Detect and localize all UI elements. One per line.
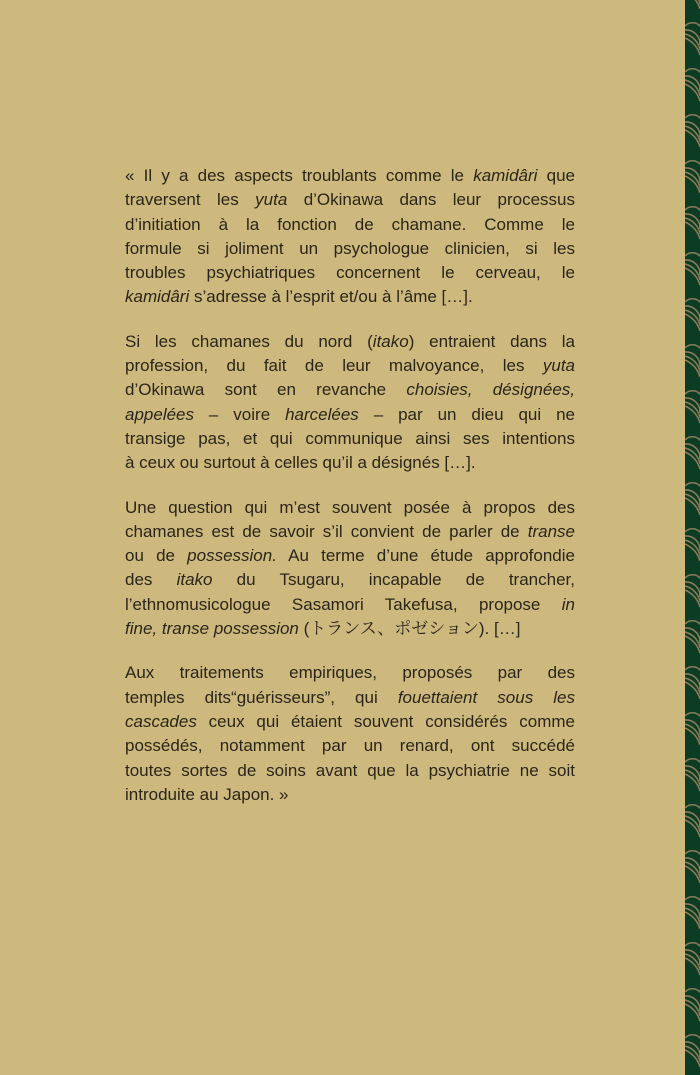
quote-paragraph — [125, 661, 575, 807]
text-line — [125, 261, 575, 285]
italic-text: yuta — [542, 356, 575, 376]
text-line — [125, 330, 575, 354]
italic-text: fine, transe possession — [125, 619, 299, 639]
pattern-curve — [685, 866, 700, 883]
pattern-curve — [685, 820, 700, 837]
text-line — [125, 285, 575, 309]
text-segment: chamanes est de savoir s’il convient de parler de — [125, 521, 528, 541]
text-line — [125, 213, 575, 237]
text-segment: s’adresse à l’esprit et/ou à l’âme […]. — [189, 287, 473, 307]
pattern-curve — [685, 590, 700, 607]
quote-paragraph — [125, 496, 575, 642]
decorative-wave-pattern-icon — [685, 0, 700, 1075]
italic-text: kamidâri — [473, 166, 538, 185]
text-segment: profession, du fait de leur malvoyance, les — [125, 356, 543, 376]
text-segment: d’Okinawa sont en revanche — [125, 380, 407, 400]
text-segment: Si les chamanes du nord ( — [125, 331, 373, 351]
text-line — [125, 164, 575, 188]
text-line — [125, 617, 575, 641]
text-segment: introduite au Japon. » — [125, 784, 289, 804]
pattern-curve — [685, 544, 700, 561]
text-segment: (トランス、ポゼション). […] — [298, 619, 521, 639]
text-line — [125, 496, 575, 520]
text-segment: toutes sortes de soins avant que la psychiatrie ne soit — [125, 760, 575, 780]
pattern-curve — [685, 130, 700, 147]
quote-paragraph — [125, 164, 575, 310]
text-segment: ou de — [125, 546, 188, 566]
pattern-curve — [685, 176, 700, 193]
text-line — [125, 686, 575, 710]
text-line — [125, 661, 575, 685]
italic-text: transe — [527, 521, 575, 541]
text-segment: « Il y a des aspects troublants comme le — [125, 166, 474, 185]
italic-text: in — [561, 594, 575, 614]
text-segment: troubles psychiatriques concernent le cerveau, le — [125, 263, 575, 283]
text-segment: d’Okinawa dans leur processus — [287, 190, 575, 210]
text-segment: l’ethnomusicologue Sasamori Takefusa, propose — [125, 594, 562, 614]
text-segment: du Tsugaru, incapable de trancher, — [212, 570, 575, 590]
text-segment: transige pas, et qui communique ainsi ses intentions — [125, 428, 575, 448]
pattern-curve — [685, 268, 700, 285]
text-line — [125, 451, 575, 475]
text-segment: formule si joliment un psychologue clinicien, si les — [125, 238, 575, 258]
pattern-curve — [685, 452, 700, 469]
text-line — [125, 783, 575, 807]
text-segment: – par un dieu qui ne — [358, 404, 575, 424]
pattern-curve — [685, 0, 700, 9]
text-line — [125, 593, 575, 617]
text-segment: des — [125, 570, 177, 590]
text-segment: possédés, notamment par un renard, ont succédé — [125, 736, 575, 756]
pattern-curve — [685, 682, 700, 699]
back-cover-quote — [125, 164, 575, 827]
text-segment: temples dits“guérisseurs”, qui — [125, 687, 398, 707]
italic-text: itako — [176, 570, 213, 590]
text-segment: Au terme d’une étude approfondie — [276, 546, 575, 566]
pattern-curve — [685, 728, 700, 745]
pattern-curve — [685, 1050, 700, 1067]
text-line — [125, 403, 575, 427]
text-segment: ) entraient dans la — [408, 331, 575, 351]
pattern-curve — [685, 406, 700, 423]
pattern-curve — [685, 38, 700, 55]
text-segment: Aux traitements empiriques, proposés par des — [125, 663, 575, 683]
text-line — [125, 378, 575, 402]
text-line — [125, 427, 575, 451]
text-segment: – voire — [194, 404, 286, 424]
text-line — [125, 759, 575, 783]
pattern-curve — [685, 314, 700, 331]
italic-text: itako — [372, 331, 409, 351]
italic-text: appelées — [125, 404, 195, 424]
italic-text: possession. — [187, 546, 277, 566]
text-segment: que — [537, 166, 575, 185]
text-line — [125, 544, 575, 568]
text-segment: ceux qui étaient souvent considérés comme — [196, 711, 575, 731]
pattern-curve — [685, 84, 700, 101]
pattern-curve — [685, 636, 700, 653]
pattern-curve — [685, 222, 700, 239]
text-segment: Une question qui m’est souvent posée à propos des — [125, 497, 575, 517]
pattern-curve — [685, 958, 700, 975]
italic-text: harcelées — [285, 404, 359, 424]
text-segment: d’initiation à la fonction de chamane. Comme le — [125, 214, 575, 234]
text-line — [125, 568, 575, 592]
italic-text: kamidâri — [125, 287, 190, 307]
text-line — [125, 710, 575, 734]
pattern-curve — [685, 360, 700, 377]
italic-text: yuta — [255, 190, 288, 210]
text-segment: traversent les — [125, 190, 256, 210]
text-segment: à ceux ou surtout à celles qu’il a désignés […]. — [125, 453, 476, 473]
text-line — [125, 734, 575, 758]
quote-paragraph — [125, 330, 575, 476]
pattern-curve — [685, 774, 700, 791]
italic-text: choisies, désignées, — [406, 380, 575, 400]
text-line — [125, 520, 575, 544]
pattern-curve — [685, 912, 700, 929]
pattern-curve — [685, 498, 700, 515]
text-line — [125, 237, 575, 261]
text-line — [125, 354, 575, 378]
text-line — [125, 188, 575, 212]
pattern-curve — [685, 1004, 700, 1021]
italic-text: cascades — [125, 711, 197, 731]
italic-text: fouettaient sous les — [397, 687, 575, 707]
